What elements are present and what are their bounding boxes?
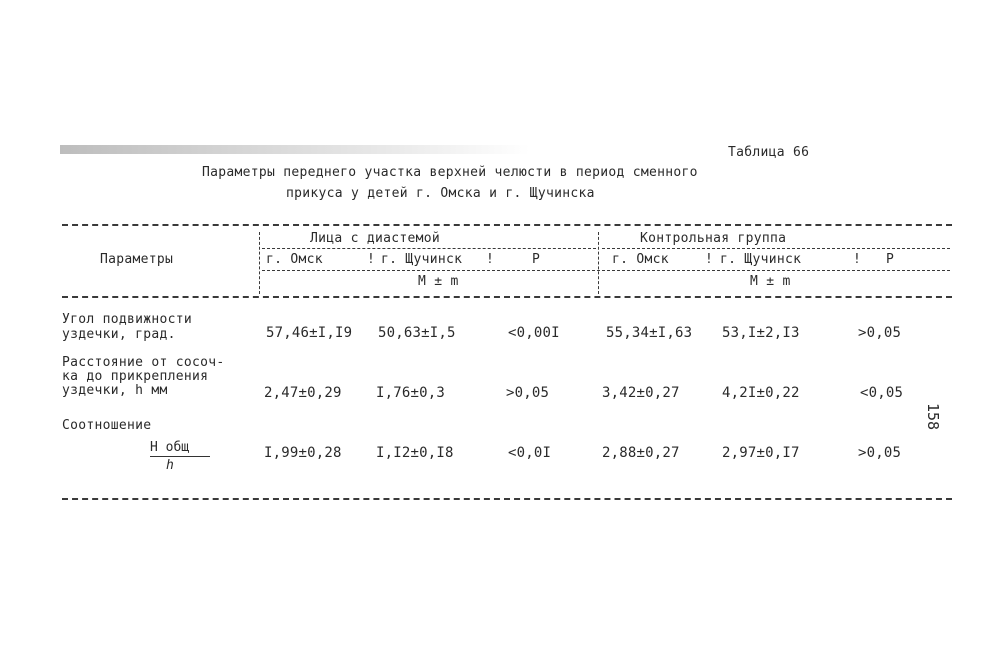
header-group1-rule: [262, 248, 596, 249]
row2-g2-omsk: 3,42±0,27: [602, 385, 680, 401]
header-g1-mpm: М ± m: [418, 274, 459, 289]
table-title-line2: прикуса у детей г. Омска и г. Щучинска: [286, 186, 595, 201]
header-g2-sep: !: [705, 252, 714, 267]
header-group1: Лица с диастемой: [310, 231, 441, 246]
ratio-formula-denominator: h: [166, 458, 174, 473]
row2-label-line3: уздечки, h мм: [62, 383, 168, 398]
row3-g2-omsk: 2,88±0,27: [602, 445, 680, 461]
table-label: Таблица 66: [728, 145, 810, 160]
header-g2-shch: г. Щучинск: [720, 252, 802, 267]
header-g2-p: Р: [886, 252, 895, 267]
row1-g1-shch: 50,63±I,5: [378, 325, 456, 341]
row2-g2-p: <0,05: [860, 385, 904, 401]
header-g2-mpm: М ± m: [750, 274, 791, 289]
row2-g1-shch: I,76±0,3: [376, 385, 446, 401]
row1-label-line1: Угол подвижности: [62, 312, 193, 327]
row3-g2-shch: 2,97±0,I7: [722, 445, 800, 461]
header-sub-rule: [262, 270, 950, 271]
row3-g2-p: >0,05: [858, 445, 902, 461]
row1-g2-p: >0,05: [858, 325, 902, 341]
row3-g1-omsk: I,99±0,28: [264, 445, 342, 461]
header-group2-rule: [602, 248, 950, 249]
row2-label-line2: ка до прикрепления: [62, 369, 209, 384]
row1-g1-omsk: 57,46±I,I9: [266, 325, 353, 341]
page-number: 158: [924, 403, 942, 431]
header-params: Параметры: [100, 252, 174, 267]
header-divider-left: [259, 232, 260, 294]
scan-shadow: [60, 145, 530, 154]
header-g1-sep2: !: [486, 252, 495, 267]
header-g1-sep: !: [367, 252, 376, 267]
row3-label: Соотношение: [62, 418, 152, 433]
row2-g1-p: >0,05: [506, 385, 550, 401]
row2-label-line1: Расстояние от сосоч-: [62, 355, 225, 370]
header-g1-p: Р: [532, 252, 541, 267]
row3-g1-shch: I,I2±0,I8: [376, 445, 454, 461]
header-g1-omsk: г. Омск: [266, 252, 323, 267]
header-g2-omsk: г. Омск: [612, 252, 669, 267]
header-g1-shch: г. Щучинск: [381, 252, 463, 267]
row1-g1-p: <0,00I: [508, 325, 560, 341]
table-row-1-label: [62, 312, 192, 342]
header-group2: Контрольная группа: [640, 231, 787, 246]
row1-g2-omsk: 55,34±I,63: [606, 325, 693, 341]
ratio-formula-line: [150, 456, 210, 457]
header-divider-mid: [598, 232, 599, 294]
ratio-formula-numerator: Н общ: [150, 440, 190, 455]
table-bottom-rule: [62, 498, 952, 500]
table-row-2-label: [62, 356, 225, 398]
row2-g2-shch: 4,2I±0,22: [722, 385, 800, 401]
row1-label-line2: уздечки, град.: [62, 327, 176, 342]
table-title-line1: Параметры переднего участка верхней челюсти в период сменного: [202, 165, 698, 180]
row1-g2-shch: 53,I±2,I3: [722, 325, 800, 341]
header-bottom-rule: [62, 296, 952, 298]
table-top-rule: [62, 224, 952, 226]
header-g2-sep2: !: [853, 252, 862, 267]
row2-g1-omsk: 2,47±0,29: [264, 385, 342, 401]
row3-g1-p: <0,0I: [508, 445, 552, 461]
